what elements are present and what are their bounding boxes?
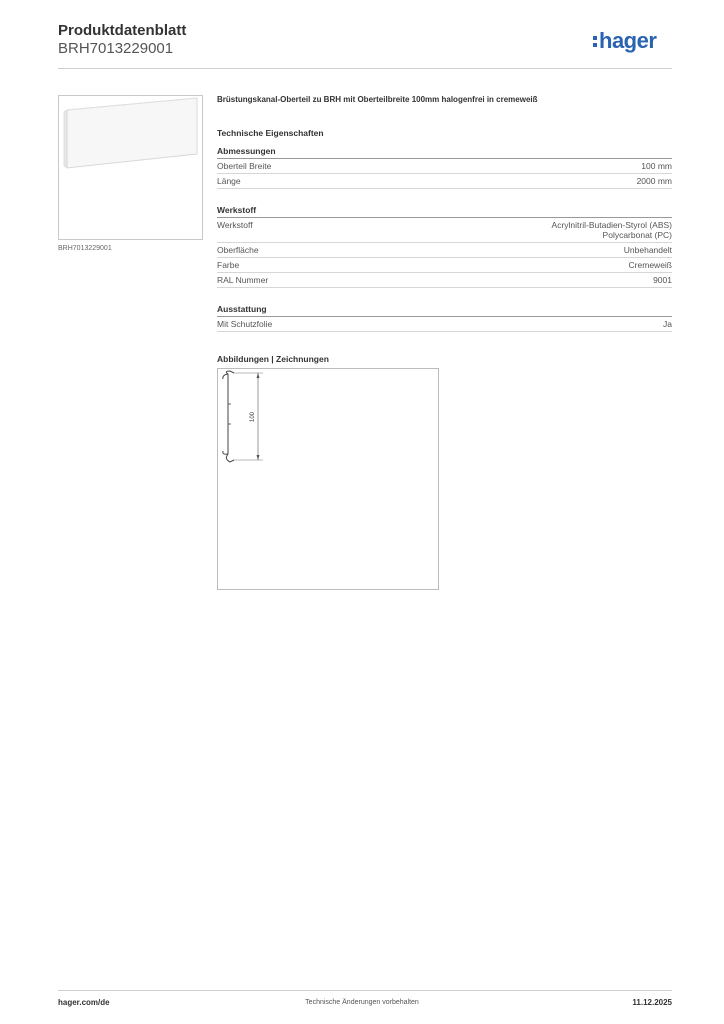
table-row	[217, 243, 672, 258]
table-row	[217, 218, 672, 243]
article-number: BRH7013229001	[58, 40, 174, 57]
row-label: RAL Nummer	[217, 275, 269, 285]
row-label: Oberfläche	[217, 245, 259, 255]
row-value: Cremeweiß	[628, 260, 672, 270]
row-value: Unbehandelt	[623, 245, 672, 255]
row-value: Ja	[663, 319, 672, 329]
logo-dots-icon	[593, 36, 597, 47]
footer-date: 11.12.2025	[632, 998, 672, 1007]
table-row	[217, 174, 672, 189]
row-value: 2000 mm	[636, 176, 672, 186]
row-value-line-1: Acrylnitril-Butadien-Styrol (ABS)	[551, 220, 672, 230]
group-title-ausstattung: Ausstattung	[217, 304, 672, 317]
product-image	[58, 95, 203, 240]
product-description: Brüstungskanal-Oberteil zu BRH mit Oberteilbreite 100mm halogenfrei in cremeweiß	[217, 95, 538, 104]
technical-drawing	[217, 368, 439, 590]
row-label: Oberteil Breite	[217, 161, 272, 171]
table-row	[217, 317, 672, 332]
group-title-werkstoff: Werkstoff	[217, 205, 672, 218]
image-caption: BRH7013229001	[58, 245, 112, 252]
row-label: Werkstoff	[217, 220, 253, 230]
footer-note: Technische Änderungen vorbehalten	[305, 999, 419, 1006]
figures-title: Abbildungen | Zeichnungen	[217, 354, 329, 364]
table-row	[217, 159, 672, 174]
dimension-label: 100	[250, 411, 256, 423]
row-value	[552, 220, 672, 240]
table-row	[217, 258, 672, 273]
logo-text: hager	[599, 28, 657, 53]
row-label: Länge	[217, 176, 241, 186]
page-title: Produktdatenblatt	[58, 22, 187, 39]
table-row	[217, 273, 672, 288]
row-label: Mit Schutzfolie	[217, 319, 273, 329]
footer-divider	[58, 990, 672, 991]
header-divider	[58, 68, 672, 69]
group-title-abmessungen: Abmessungen	[217, 146, 672, 159]
product-details	[217, 95, 672, 364]
row-value-line-2: Polycarbonat (PC)	[602, 230, 672, 240]
row-value: 9001	[653, 275, 672, 285]
hager-logo	[593, 28, 656, 54]
section-title: Technische Eigenschaften	[217, 128, 324, 138]
footer-website[interactable]: hager.com/de	[58, 998, 110, 1007]
row-label: Farbe	[217, 260, 240, 270]
row-value: 100 mm	[641, 161, 672, 171]
